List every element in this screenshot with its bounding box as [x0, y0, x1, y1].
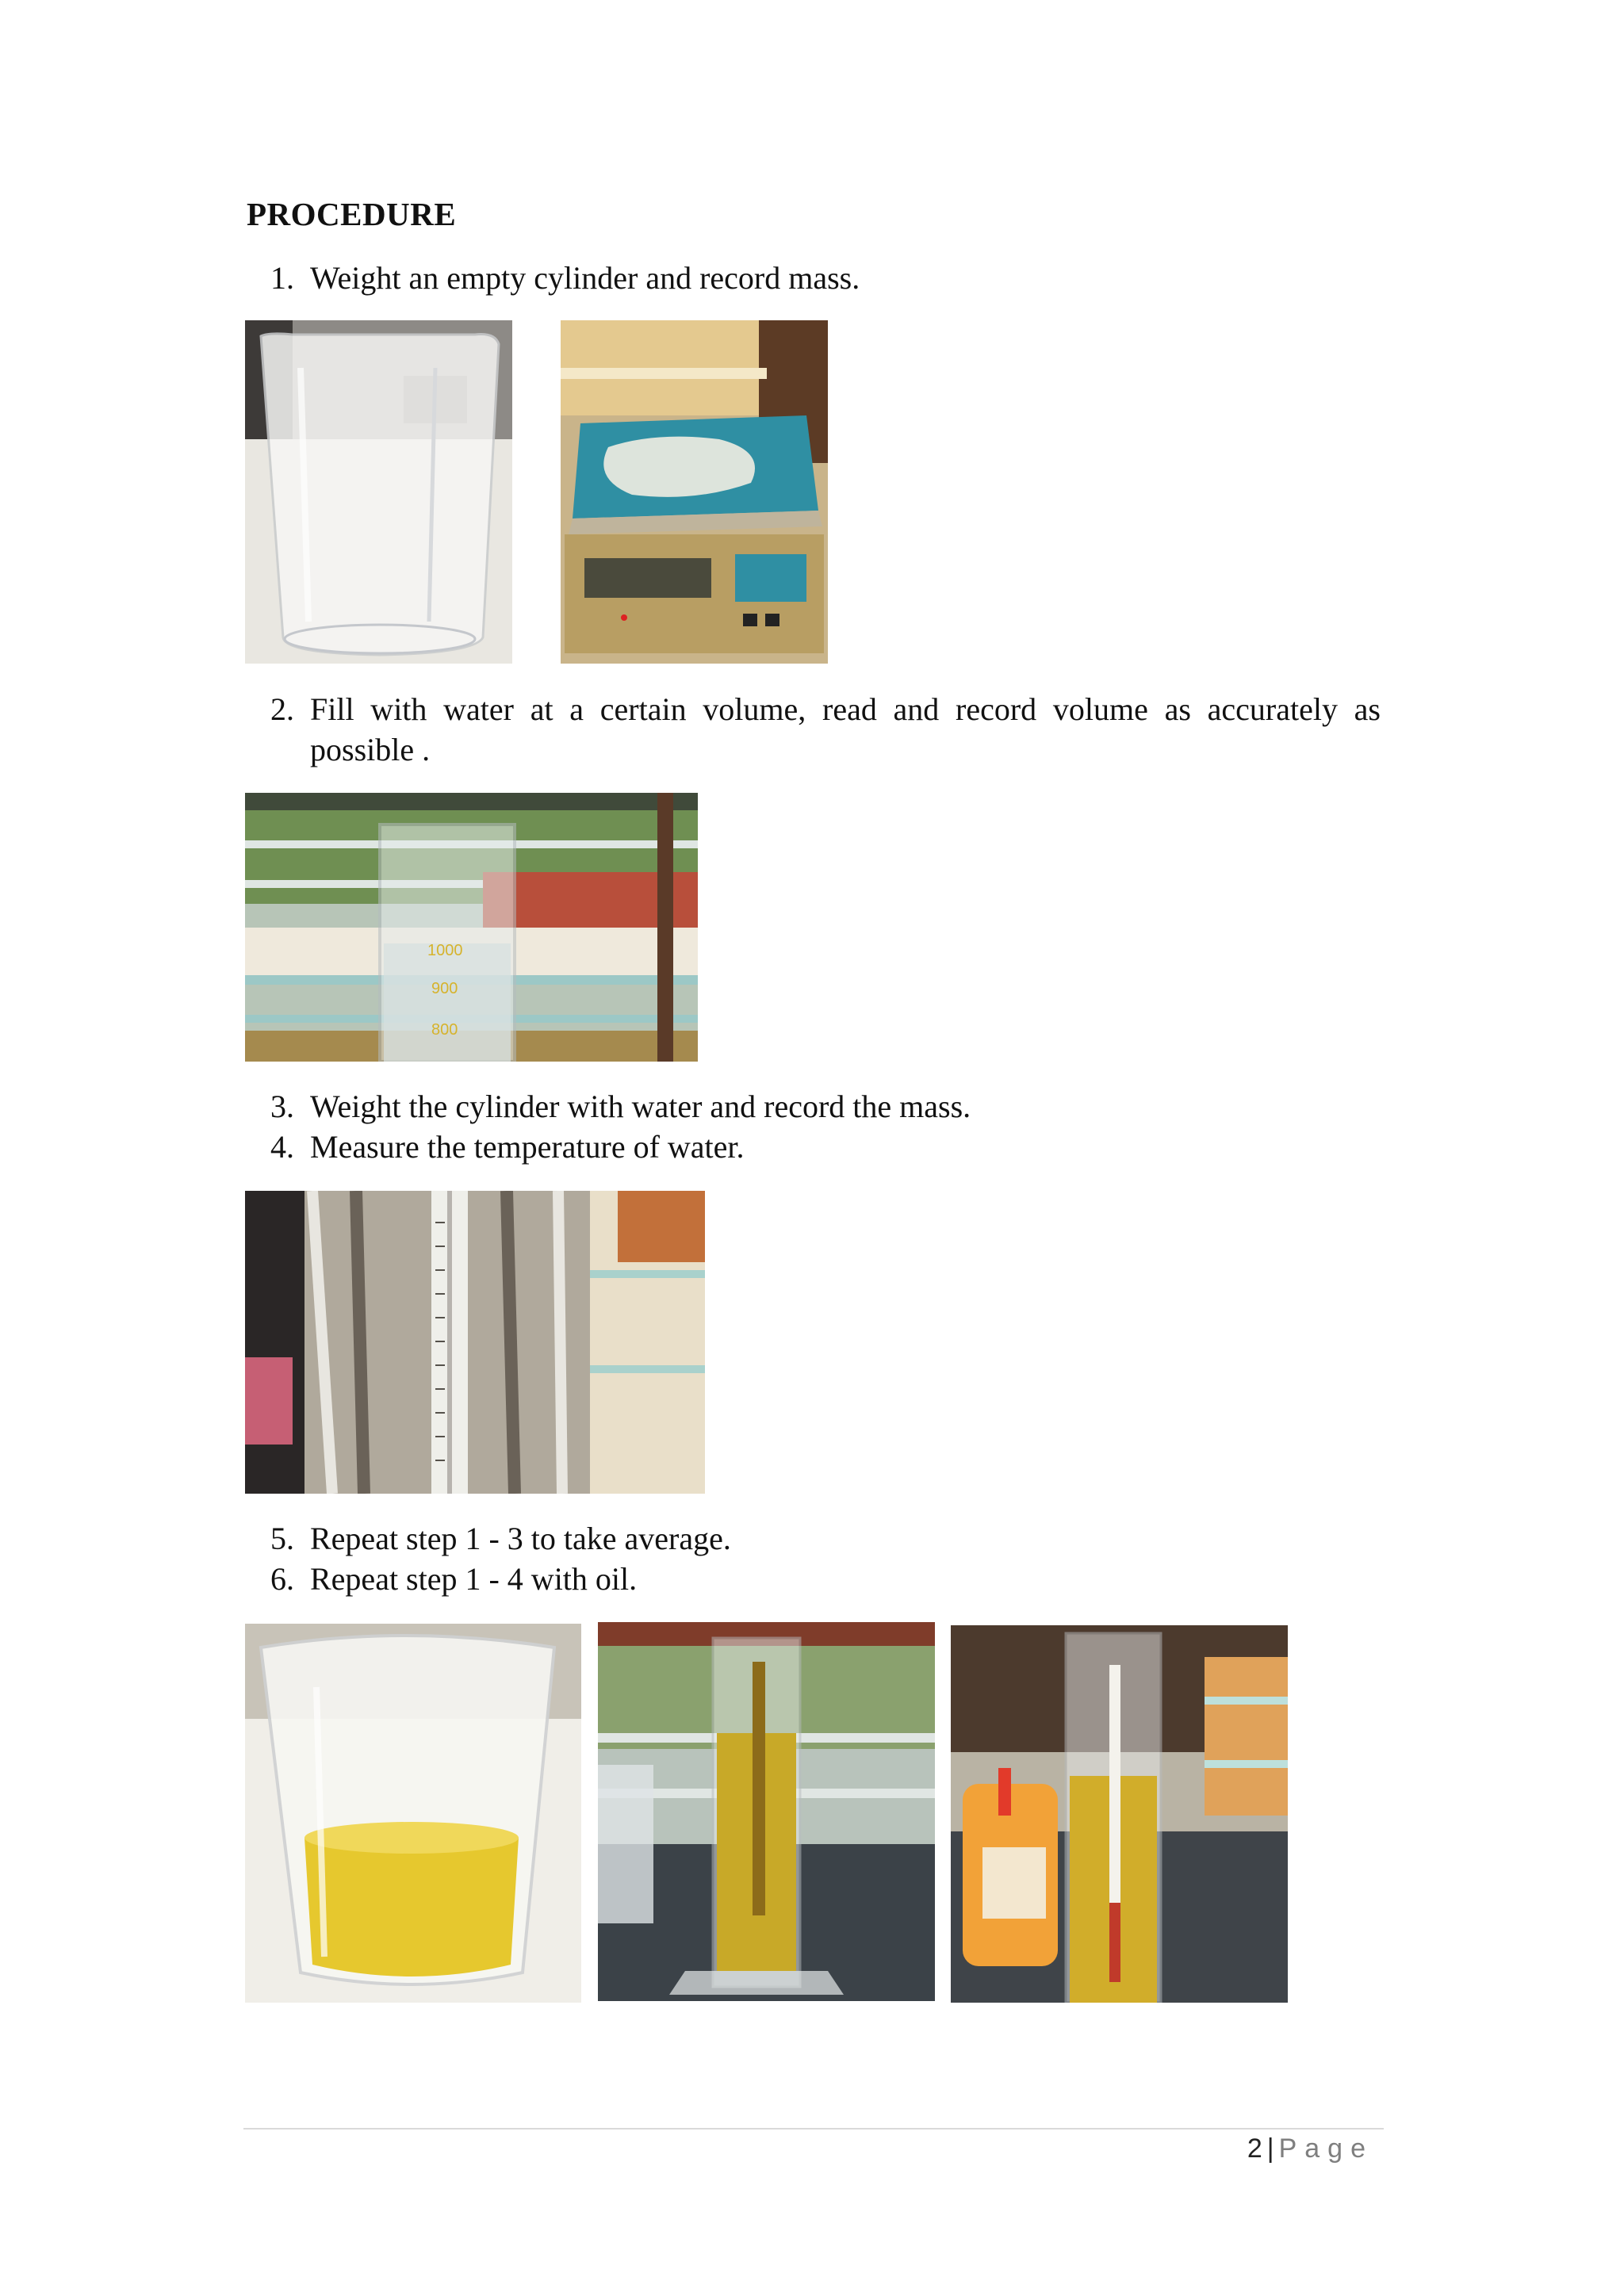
step-number: 5.: [270, 1521, 294, 1556]
oil-cylinder-photo-2: [951, 1625, 1288, 2003]
section-heading: PROCEDURE: [247, 196, 457, 232]
step-6: [247, 1559, 1381, 1600]
weighing-scale-photo: [561, 320, 828, 664]
step-4: [247, 1127, 1381, 1168]
step-number: 2.: [270, 691, 294, 727]
step-number: 1.: [270, 260, 294, 296]
page-footer: [1247, 2133, 1373, 2164]
page-number: 2: [1247, 2133, 1262, 2164]
step-text: Repeat step 1 - 4 with oil.: [310, 1561, 638, 1597]
marking-800: 800: [431, 1021, 458, 1039]
step-1: [247, 258, 1381, 299]
footer-separator: |: [1266, 2133, 1274, 2164]
oil-cylinder-photo-1: [598, 1622, 935, 2001]
water-cylinder-photo: [245, 793, 698, 1062]
step-text-continued: possible .: [310, 732, 431, 767]
marking-900: 900: [431, 980, 458, 997]
step-text: Weight an empty cylinder and record mass.: [310, 260, 860, 296]
step-text: Measure the temperature of water.: [310, 1129, 745, 1165]
marking-1000: 1000: [427, 942, 463, 959]
step-number: 3.: [270, 1089, 294, 1124]
page-label: Page: [1278, 2133, 1373, 2164]
oil-beaker-photo: [245, 1624, 581, 2003]
step-number: 4.: [270, 1129, 294, 1165]
thermometer-photo: [245, 1191, 705, 1494]
step-text: Weight the cylinder with water and record the mass.: [310, 1089, 971, 1124]
step-3: [247, 1086, 1381, 1127]
step-text: Fill with water at a certain volume, read and record volume as accurately as: [310, 691, 1381, 727]
step-text: Repeat step 1 - 3 to take average.: [310, 1521, 731, 1556]
footer-divider: [243, 2128, 1384, 2130]
step-2: [247, 689, 1381, 770]
step-5: [247, 1518, 1381, 1559]
step-number: 6.: [270, 1561, 294, 1597]
empty-beaker-photo: [245, 320, 512, 664]
